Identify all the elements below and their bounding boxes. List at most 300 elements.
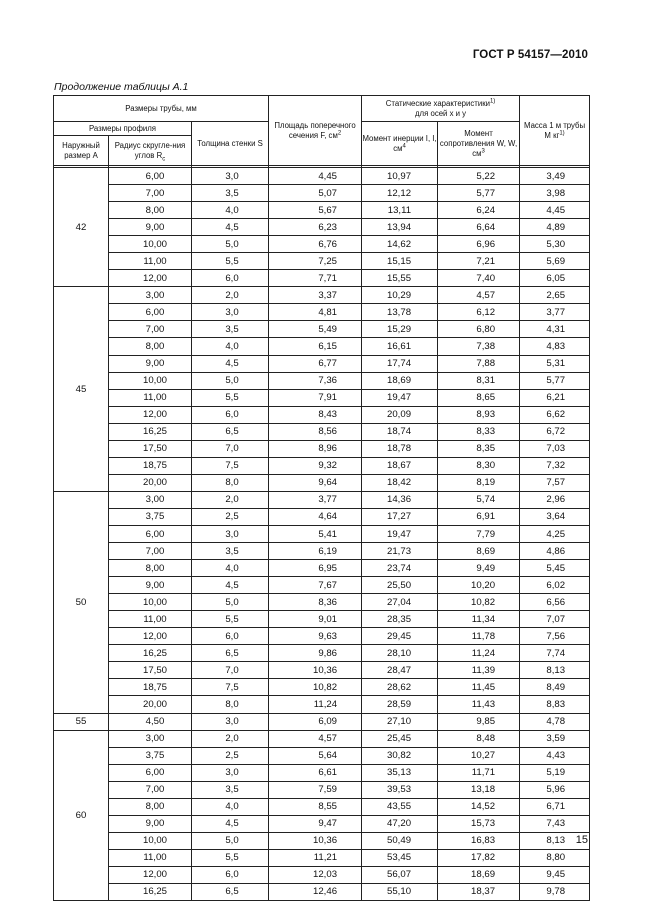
area-cell: 5,49 [269,321,362,338]
inertia-cell: 18,78 [362,440,438,457]
table-row [54,849,590,866]
inertia-cell: 15,55 [362,270,438,287]
wall-cell: 2,0 [192,730,269,747]
wall-cell: 3,0 [192,764,269,781]
inertia-cell: 14,36 [362,491,438,508]
mass-cell: 3,49 [520,168,590,185]
inertia-cell: 43,55 [362,798,438,815]
table-row [54,304,590,321]
table-row [54,406,590,423]
mass-cell: 5,77 [520,372,590,389]
mass-cell: 7,56 [520,628,590,645]
inertia-cell: 17,27 [362,508,438,525]
wall-cell: 7,0 [192,662,269,679]
mass-cell: 4,83 [520,338,590,355]
inertia-cell: 35,13 [362,764,438,781]
radius-cell: 10,00 [109,236,192,253]
pipe-properties-table [53,95,590,901]
inertia-cell: 10,97 [362,168,438,185]
resistance-cell: 4,57 [438,287,520,304]
radius-cell: 9,00 [109,815,192,832]
mass-cell: 7,03 [520,440,590,457]
radius-cell: 8,00 [109,202,192,219]
area-cell: 5,64 [269,747,362,764]
wall-cell: 3,0 [192,713,269,730]
resistance-cell: 6,12 [438,304,520,321]
resistance-cell: 7,38 [438,338,520,355]
radius-cell: 6,00 [109,304,192,321]
table-row [54,815,590,832]
mass-cell: 8,13 [520,662,590,679]
area-cell: 5,67 [269,202,362,219]
table-row [54,253,590,270]
area-cell: 11,24 [269,696,362,713]
radius-cell: 11,00 [109,611,192,628]
radius-cell: 12,00 [109,628,192,645]
outer-size-cell: 45 [54,287,109,492]
inertia-cell: 18,74 [362,423,438,440]
mass-cell: 7,57 [520,474,590,491]
area-cell: 4,81 [269,304,362,321]
mass-cell: 7,74 [520,645,590,662]
wall-cell: 2,5 [192,508,269,525]
mass-cell: 4,89 [520,219,590,236]
radius-cell: 6,00 [109,764,192,781]
mass-cell: 9,78 [520,883,590,900]
inertia-cell: 21,73 [362,543,438,560]
table-row [54,372,590,389]
resistance-cell: 6,80 [438,321,520,338]
standard-code: ГОСТ Р 54157—2010 [472,49,588,61]
radius-cell: 9,00 [109,355,192,372]
table-row [54,219,590,236]
area-cell: 7,36 [269,372,362,389]
table-row [54,730,590,747]
header-outer-size: Наружный размер A [54,136,109,166]
radius-cell: 3,75 [109,747,192,764]
table-row [54,185,590,202]
inertia-cell: 28,10 [362,645,438,662]
inertia-cell: 18,67 [362,457,438,474]
wall-cell: 6,5 [192,883,269,900]
mass-cell: 4,31 [520,321,590,338]
table-row [54,713,590,730]
table-row [54,525,590,542]
resistance-cell: 17,82 [438,849,520,866]
inertia-cell: 25,50 [362,577,438,594]
radius-cell: 9,00 [109,219,192,236]
radius-cell: 12,00 [109,270,192,287]
table-row [54,747,590,764]
wall-cell: 3,5 [192,543,269,560]
inertia-cell: 56,07 [362,866,438,883]
resistance-cell: 18,37 [438,883,520,900]
area-cell: 4,45 [269,168,362,185]
mass-cell: 5,69 [520,253,590,270]
wall-cell: 6,0 [192,406,269,423]
area-cell: 6,19 [269,543,362,560]
radius-cell: 3,00 [109,287,192,304]
resistance-cell: 11,34 [438,611,520,628]
resistance-cell: 6,64 [438,219,520,236]
table-row [54,287,590,304]
resistance-cell: 8,65 [438,389,520,406]
inertia-cell: 18,69 [362,372,438,389]
wall-cell: 4,0 [192,338,269,355]
inertia-cell: 55,10 [362,883,438,900]
area-cell: 6,77 [269,355,362,372]
inertia-cell: 13,11 [362,202,438,219]
resistance-cell: 8,30 [438,457,520,474]
area-cell: 8,96 [269,440,362,457]
resistance-cell: 7,79 [438,525,520,542]
inertia-cell: 12,12 [362,185,438,202]
table-row [54,543,590,560]
table-row [54,168,590,185]
radius-cell: 3,75 [109,508,192,525]
resistance-cell: 15,73 [438,815,520,832]
area-cell: 6,15 [269,338,362,355]
header-wall: Толщина стенки S [192,122,269,166]
mass-cell: 6,02 [520,577,590,594]
area-cell: 6,95 [269,560,362,577]
resistance-cell: 7,88 [438,355,520,372]
resistance-cell: 11,45 [438,679,520,696]
resistance-cell: 5,77 [438,185,520,202]
radius-cell: 17,50 [109,440,192,457]
header-static: Статические характеристики$^{1)}$ для осей x и y [362,96,520,122]
table-row [54,645,590,662]
radius-cell: 10,00 [109,832,192,849]
area-cell: 10,36 [269,662,362,679]
wall-cell: 7,5 [192,679,269,696]
radius-cell: 16,25 [109,423,192,440]
resistance-cell: 13,18 [438,781,520,798]
area-cell: 7,59 [269,781,362,798]
header-pipe-sizes: Размеры трубы, мм [54,96,269,122]
inertia-cell: 17,74 [362,355,438,372]
area-cell: 9,32 [269,457,362,474]
resistance-cell: 11,43 [438,696,520,713]
radius-cell: 3,00 [109,730,192,747]
header-mass: Масса 1 м трубы M $кг^{1)}$ [520,96,590,166]
mass-cell: 6,72 [520,423,590,440]
inertia-cell: 13,78 [362,304,438,321]
table-row [54,491,590,508]
resistance-cell: 11,78 [438,628,520,645]
resistance-cell: 5,22 [438,168,520,185]
radius-cell: 3,00 [109,491,192,508]
radius-cell: 11,00 [109,849,192,866]
area-cell: 4,57 [269,730,362,747]
mass-cell: 2,65 [520,287,590,304]
inertia-cell: 19,47 [362,389,438,406]
radius-cell: 12,00 [109,866,192,883]
wall-cell: 2,5 [192,747,269,764]
wall-cell: 7,0 [192,440,269,457]
table-row [54,764,590,781]
mass-cell: 5,30 [520,236,590,253]
area-cell: 9,64 [269,474,362,491]
resistance-cell: 9,49 [438,560,520,577]
radius-cell: 11,00 [109,389,192,406]
outer-size-cell: 55 [54,713,109,730]
outer-size-cell: 50 [54,491,109,713]
resistance-cell: 7,40 [438,270,520,287]
area-cell: 9,86 [269,645,362,662]
header-inertia: Момент инерции I, I, $см^4$ [362,122,438,166]
resistance-cell: 16,83 [438,832,520,849]
mass-cell: 5,19 [520,764,590,781]
table-row [54,423,590,440]
inertia-cell: 15,29 [362,321,438,338]
mass-cell: 7,32 [520,457,590,474]
resistance-cell: 6,96 [438,236,520,253]
wall-cell: 4,5 [192,355,269,372]
wall-cell: 2,0 [192,491,269,508]
area-cell: 6,61 [269,764,362,781]
header-resistance: Момент сопротивления W, W, $см^3$ [438,122,520,166]
radius-cell: 6,00 [109,525,192,542]
resistance-cell: 14,52 [438,798,520,815]
radius-cell: 8,00 [109,338,192,355]
mass-cell: 4,86 [520,543,590,560]
mass-cell: 8,80 [520,849,590,866]
radius-cell: 7,00 [109,543,192,560]
mass-cell: 7,43 [520,815,590,832]
radius-cell: 10,00 [109,372,192,389]
table-row [54,457,590,474]
wall-cell: 6,0 [192,628,269,645]
inertia-cell: 28,59 [362,696,438,713]
table-row [54,236,590,253]
area-cell: 5,07 [269,185,362,202]
inertia-cell: 47,20 [362,815,438,832]
resistance-cell: 11,71 [438,764,520,781]
page-number: 15 [575,834,588,846]
area-cell: 3,37 [269,287,362,304]
table-row [54,866,590,883]
radius-cell: 9,00 [109,577,192,594]
table-row [54,798,590,815]
inertia-cell: 28,62 [362,679,438,696]
inertia-cell: 27,10 [362,713,438,730]
wall-cell: 5,0 [192,832,269,849]
resistance-cell: 8,69 [438,543,520,560]
resistance-cell: 11,39 [438,662,520,679]
resistance-cell: 6,91 [438,508,520,525]
area-cell: 10,36 [269,832,362,849]
area-cell: 7,91 [269,389,362,406]
mass-cell: 8,49 [520,679,590,696]
wall-cell: 4,5 [192,577,269,594]
resistance-cell: 8,93 [438,406,520,423]
area-cell: 6,23 [269,219,362,236]
wall-cell: 7,5 [192,457,269,474]
wall-cell: 3,0 [192,168,269,185]
mass-cell: 4,45 [520,202,590,219]
inertia-cell: 18,42 [362,474,438,491]
radius-cell: 7,00 [109,321,192,338]
table-row [54,577,590,594]
resistance-cell: 18,69 [438,866,520,883]
mass-cell: 3,59 [520,730,590,747]
wall-cell: 6,0 [192,866,269,883]
outer-size-cell: 60 [54,730,109,900]
wall-cell: 5,0 [192,594,269,611]
radius-cell: 20,00 [109,474,192,491]
radius-cell: 17,50 [109,662,192,679]
inertia-cell: 10,29 [362,287,438,304]
table-row [54,270,590,287]
header-radius: Радиус скругле-ния углов $R_с$ [109,136,192,166]
inertia-cell: 16,61 [362,338,438,355]
table-row [54,321,590,338]
resistance-cell: 11,24 [438,645,520,662]
area-cell: 9,47 [269,815,362,832]
inertia-cell: 19,47 [362,525,438,542]
table-row [54,662,590,679]
wall-cell: 3,0 [192,525,269,542]
radius-cell: 7,00 [109,185,192,202]
resistance-cell: 8,33 [438,423,520,440]
radius-cell: 20,00 [109,696,192,713]
table-row [54,508,590,525]
table-row [54,883,590,900]
wall-cell: 3,5 [192,321,269,338]
mass-cell: 3,77 [520,304,590,321]
mass-cell: 8,83 [520,696,590,713]
area-cell: 7,25 [269,253,362,270]
area-cell: 8,43 [269,406,362,423]
wall-cell: 5,5 [192,389,269,406]
resistance-cell: 5,74 [438,491,520,508]
inertia-cell: 28,35 [362,611,438,628]
wall-cell: 4,5 [192,815,269,832]
wall-cell: 4,0 [192,202,269,219]
table-body [54,168,590,901]
table-row [54,355,590,372]
resistance-cell: 9,85 [438,713,520,730]
inertia-cell: 20,09 [362,406,438,423]
radius-cell: 8,00 [109,560,192,577]
radius-cell: 16,25 [109,645,192,662]
area-cell: 8,55 [269,798,362,815]
wall-cell: 6,5 [192,423,269,440]
radius-cell: 7,00 [109,781,192,798]
mass-cell: 2,96 [520,491,590,508]
mass-cell: 5,31 [520,355,590,372]
area-cell: 8,56 [269,423,362,440]
inertia-cell: 15,15 [362,253,438,270]
table-row [54,781,590,798]
inertia-cell: 28,47 [362,662,438,679]
wall-cell: 5,5 [192,611,269,628]
table-row [54,202,590,219]
inertia-cell: 23,74 [362,560,438,577]
table-caption: Продолжение таблицы А.1 [54,81,189,93]
mass-cell: 3,98 [520,185,590,202]
area-cell: 5,41 [269,525,362,542]
table-row [54,832,590,849]
mass-cell: 4,43 [520,747,590,764]
resistance-cell: 10,20 [438,577,520,594]
area-cell: 3,77 [269,491,362,508]
table-row [54,679,590,696]
wall-cell: 5,5 [192,253,269,270]
area-cell: 12,46 [269,883,362,900]
radius-cell: 18,75 [109,679,192,696]
inertia-cell: 30,82 [362,747,438,764]
outer-size-cell: 42 [54,168,109,287]
area-cell: 10,82 [269,679,362,696]
wall-cell: 3,5 [192,781,269,798]
wall-cell: 4,0 [192,798,269,815]
table-row [54,594,590,611]
radius-cell: 6,00 [109,168,192,185]
inertia-cell: 13,94 [362,219,438,236]
mass-cell: 7,07 [520,611,590,628]
inertia-cell: 25,45 [362,730,438,747]
radius-cell: 12,00 [109,406,192,423]
inertia-cell: 50,49 [362,832,438,849]
header-profile-sizes: Размеры профиля [54,122,192,136]
wall-cell: 2,0 [192,287,269,304]
table-row [54,611,590,628]
wall-cell: 3,0 [192,304,269,321]
wall-cell: 5,0 [192,372,269,389]
wall-cell: 4,0 [192,560,269,577]
wall-cell: 5,5 [192,849,269,866]
area-cell: 7,71 [269,270,362,287]
area-cell: 7,67 [269,577,362,594]
area-cell: 6,76 [269,236,362,253]
wall-cell: 6,0 [192,270,269,287]
table-row [54,389,590,406]
wall-cell: 8,0 [192,696,269,713]
resistance-cell: 8,19 [438,474,520,491]
resistance-cell: 10,82 [438,594,520,611]
area-cell: 8,36 [269,594,362,611]
radius-cell: 11,00 [109,253,192,270]
resistance-cell: 8,35 [438,440,520,457]
wall-cell: 6,5 [192,645,269,662]
mass-cell: 6,05 [520,270,590,287]
mass-cell: 6,21 [520,389,590,406]
wall-cell: 8,0 [192,474,269,491]
table-row [54,696,590,713]
resistance-cell: 8,31 [438,372,520,389]
radius-cell: 16,25 [109,883,192,900]
mass-cell: 6,56 [520,594,590,611]
table-row [54,474,590,491]
header-area: Площадь поперечного сечения F, $см^2$ [269,96,362,166]
table-row [54,560,590,577]
area-cell: 12,03 [269,866,362,883]
table-row [54,628,590,645]
table-row [54,440,590,457]
inertia-cell: 27,04 [362,594,438,611]
area-cell: 11,21 [269,849,362,866]
mass-cell: 6,71 [520,798,590,815]
radius-cell: 10,00 [109,594,192,611]
resistance-cell: 6,24 [438,202,520,219]
mass-cell: 8,13 [520,832,590,849]
inertia-cell: 53,45 [362,849,438,866]
inertia-cell: 29,45 [362,628,438,645]
mass-cell: 5,45 [520,560,590,577]
resistance-cell: 7,21 [438,253,520,270]
